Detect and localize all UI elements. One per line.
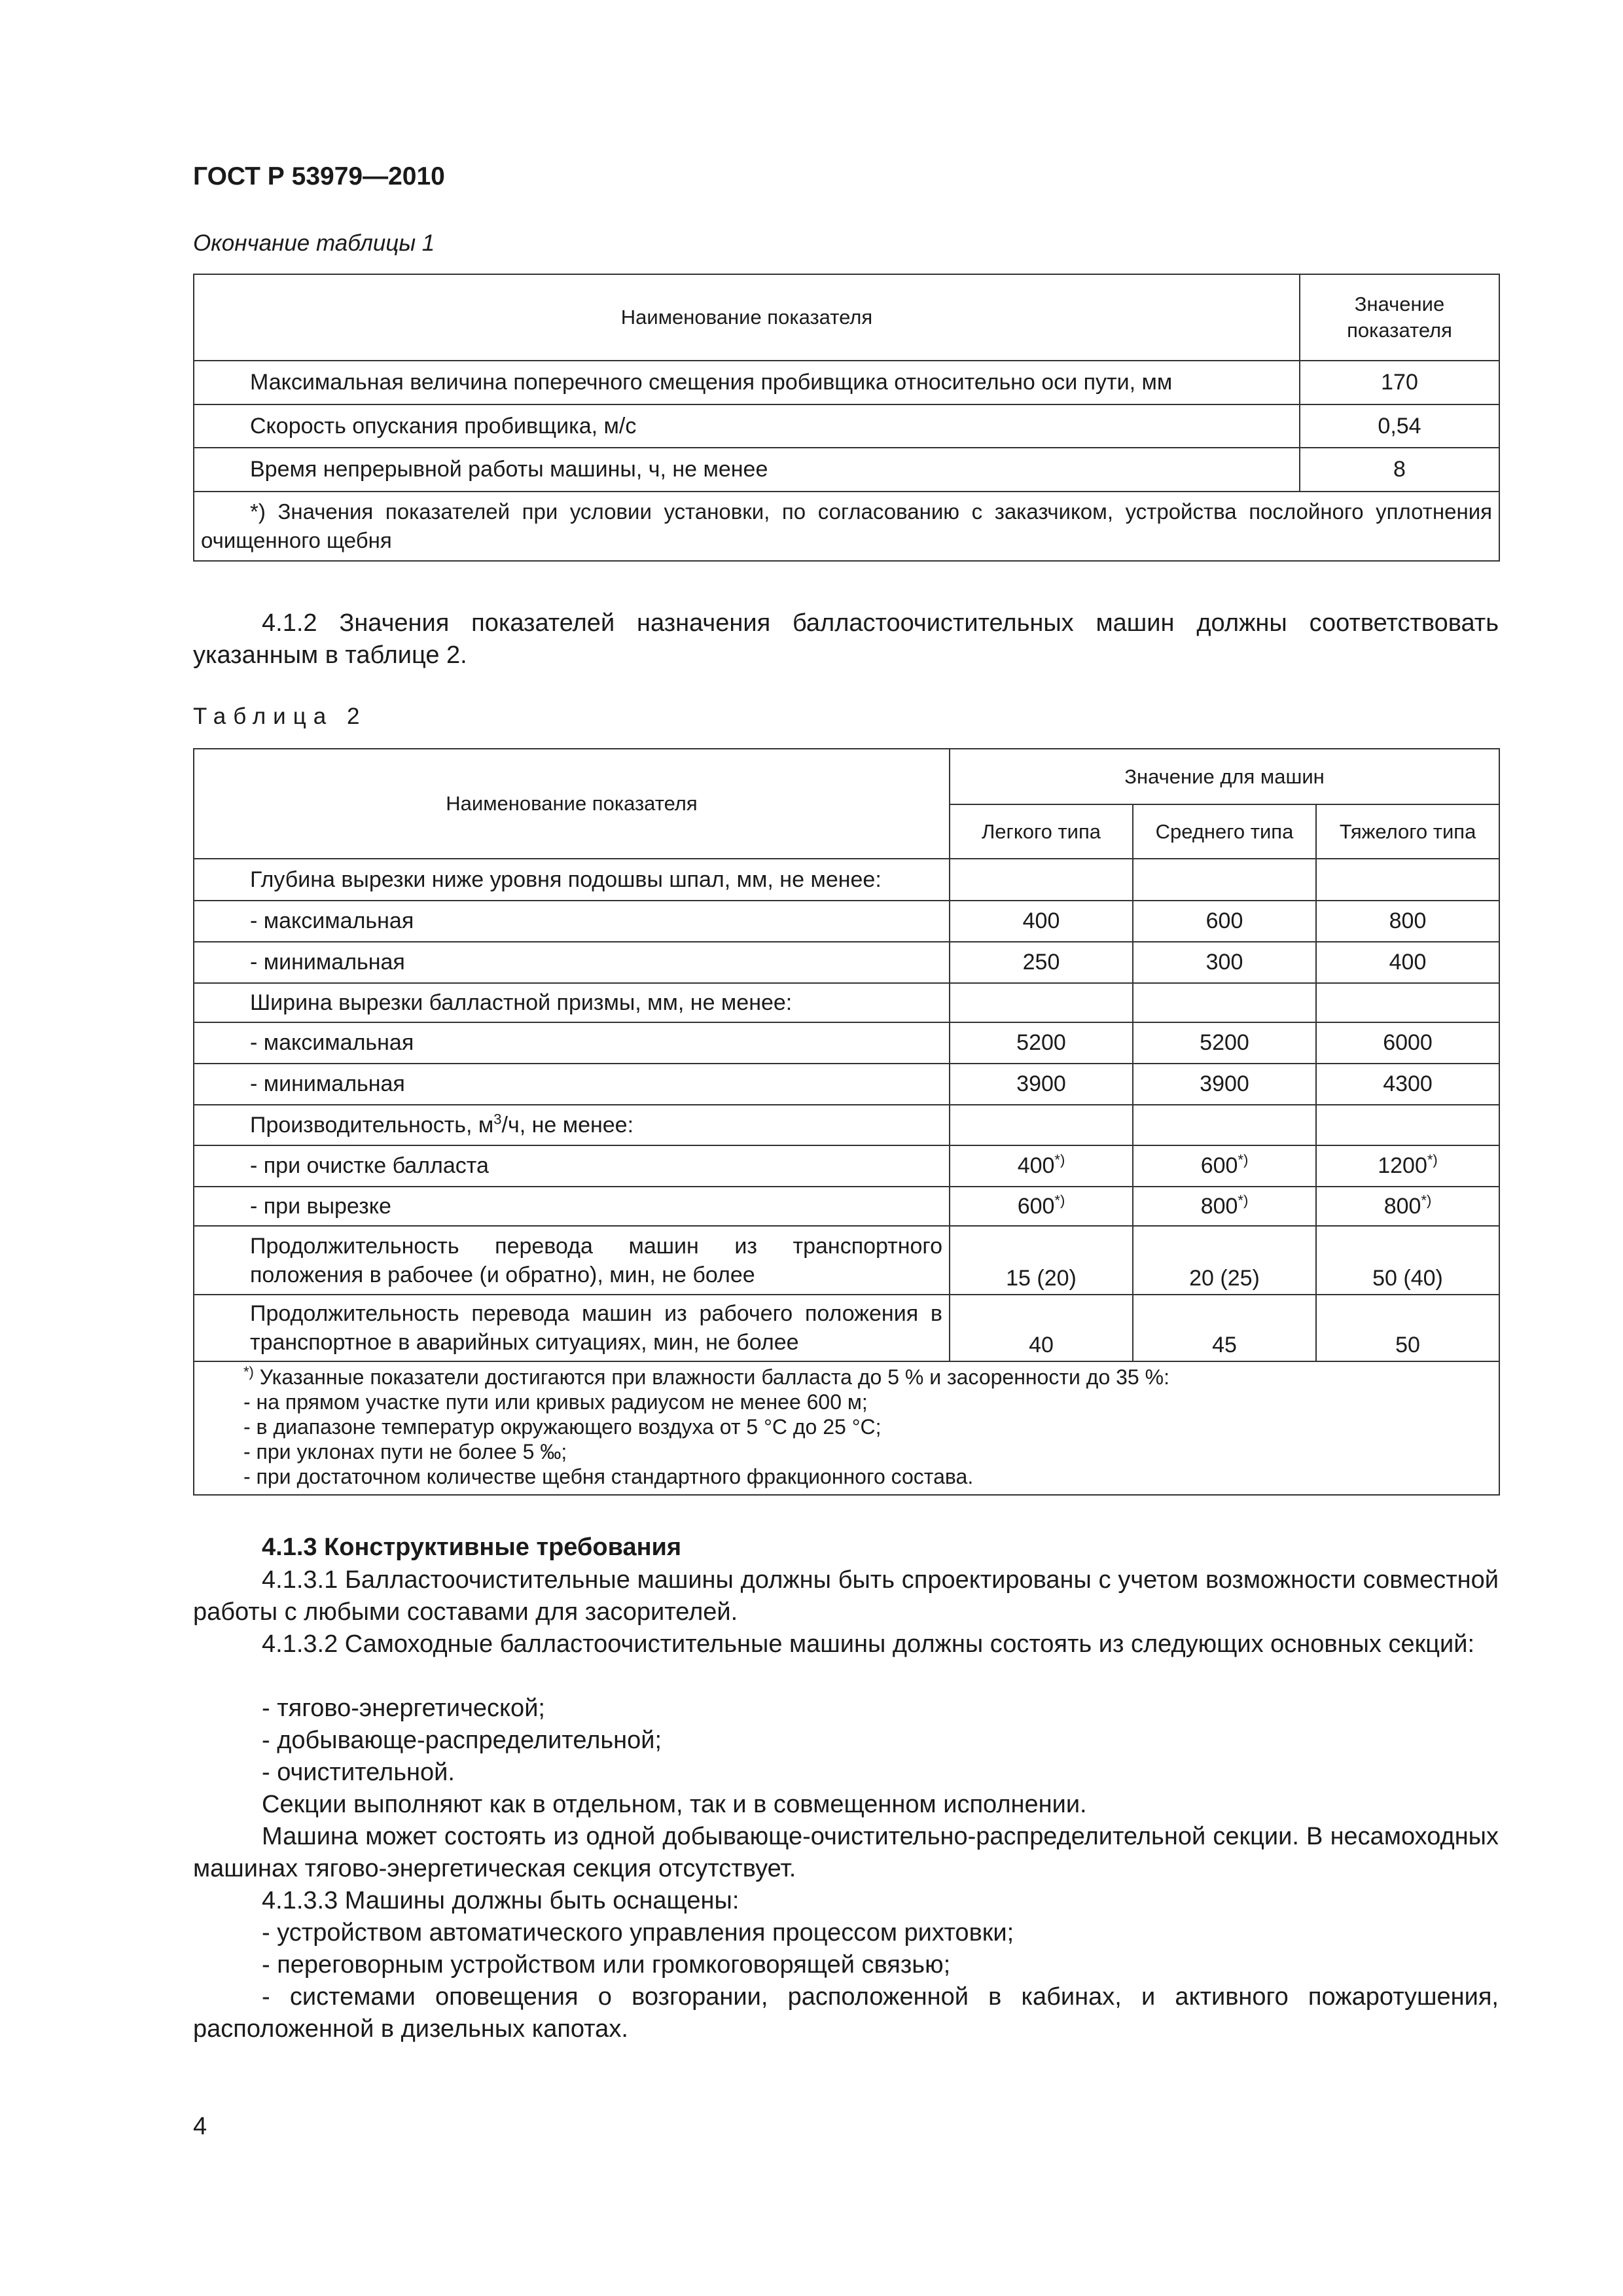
table2-cell-name bbox=[194, 1105, 950, 1145]
table-2 bbox=[193, 748, 1500, 1496]
list-item: - добывающе-распределительной; bbox=[262, 1727, 662, 1754]
table-row bbox=[194, 901, 1499, 942]
table1-header-name: Наименование показателя bbox=[194, 274, 1300, 361]
table2-cell-name: - при очистке балласта bbox=[194, 1145, 950, 1187]
table2-cell-value: 300 bbox=[1133, 942, 1316, 983]
footnote-text: Значения показателей при условии установки, по согласованию с заказчиком, устройства послойного уплотнения очищенного щебня bbox=[201, 499, 1492, 552]
table1-caption: Окончание таблицы 1 bbox=[193, 230, 435, 256]
table-row bbox=[194, 859, 1499, 901]
page-number: 4 bbox=[193, 2113, 207, 2140]
table2-cell-value: 800*) bbox=[1133, 1187, 1316, 1226]
table2-cell-value bbox=[1133, 1105, 1316, 1145]
table2-cell-value bbox=[1133, 983, 1316, 1022]
table2-cell-name: Продолжительность перевода машин из рабочего положения в транспортное в аварийных ситуациях, мин, не более bbox=[194, 1295, 950, 1361]
table2-cell-name: - минимальная bbox=[194, 942, 950, 983]
table1-cell-name: Максимальная величина поперечного смещения пробивщика относительно оси пути, мм bbox=[194, 361, 1300, 404]
table-row bbox=[194, 983, 1499, 1022]
list-item: - очистительной. bbox=[262, 1759, 455, 1786]
paragraph-sections: Секции выполняют как в отдельном, так и в совмещенном исполнении. bbox=[262, 1791, 1087, 1818]
table2-cell-value: 400 bbox=[1316, 942, 1499, 983]
table-1 bbox=[193, 274, 1500, 562]
list-item: - устройством автоматического управления процессом рихтовки; bbox=[262, 1919, 1014, 1946]
footnote-star: *) bbox=[1054, 1192, 1065, 1209]
table2-cell-name: - максимальная bbox=[194, 901, 950, 942]
table2-cell-value: 400*) bbox=[950, 1145, 1133, 1187]
table2-header-light: Легкого типа bbox=[950, 804, 1133, 859]
table2-cell-value bbox=[1316, 983, 1499, 1022]
table2-cell-value: 5200 bbox=[950, 1022, 1133, 1064]
paragraph-4-1-2: 4.1.2 Значения показателей назначения балластоочистительных машин должны соответствовать указанным в таблице 2. bbox=[193, 609, 1499, 669]
table2-cell-value bbox=[1316, 1105, 1499, 1145]
table2-cell-value: 45 bbox=[1133, 1295, 1316, 1361]
list-item: - переговорным устройством или громкоговорящей связью; bbox=[262, 1951, 951, 1979]
table-row bbox=[194, 448, 1499, 492]
list-item: - системами оповещения о возгорании, расположенной в кабинах, и активного пожаротушения, расположенной в дизельных капотах. bbox=[193, 1983, 1499, 2043]
table2-cell-value: 400 bbox=[950, 901, 1133, 942]
productivity-label: Производительность, м bbox=[250, 1112, 494, 1138]
section-heading-4-1-3: 4.1.3 Конструктивные требования bbox=[262, 1534, 682, 1561]
paragraph-machine: Машина может состоять из одной добывающе-очистительно-распределительной секции. В несамоходных машинах тягово-энергетическая секция отсутствует. bbox=[193, 1823, 1499, 1882]
table-row bbox=[194, 1295, 1499, 1361]
table-row bbox=[194, 404, 1499, 448]
table2-header-group: Значение для машин bbox=[950, 749, 1499, 804]
table2-cell-name: - при вырезке bbox=[194, 1187, 950, 1226]
table-row bbox=[194, 1105, 1499, 1145]
table2-cell-value: 50 (40) bbox=[1316, 1226, 1499, 1295]
table2-header-name: Наименование показателя bbox=[194, 749, 950, 859]
footnote-line: - на прямом участке пути или кривых радиусом не менее 600 м; bbox=[243, 1390, 868, 1414]
table-row bbox=[194, 1064, 1499, 1105]
footnote-star: *) bbox=[1238, 1151, 1249, 1168]
table2-cell-name: Продолжительность перевода машин из транспортного положения в рабочее (и обратно), мин, не более bbox=[194, 1226, 950, 1295]
table1-cell-name: Скорость опускания пробивщика, м/с bbox=[194, 404, 1300, 448]
productivity-label-end: /ч, не менее: bbox=[501, 1112, 634, 1138]
table2-cell-value: 15 (20) bbox=[950, 1226, 1133, 1295]
table2-cell-value: 40 bbox=[950, 1295, 1133, 1361]
productivity-sup: 3 bbox=[493, 1111, 502, 1128]
table1-footnote bbox=[194, 492, 1499, 561]
table2-cell-name: - максимальная bbox=[194, 1022, 950, 1064]
table2-header-medium: Среднего типа bbox=[1133, 804, 1316, 859]
table2-cell-value bbox=[950, 1105, 1133, 1145]
footnote-star: *) bbox=[1427, 1151, 1438, 1168]
table2-cell-name: Ширина вырезки балластной призмы, мм, не менее: bbox=[194, 983, 950, 1022]
table2-footnote bbox=[194, 1361, 1499, 1495]
table2-cell-value: 20 (25) bbox=[1133, 1226, 1316, 1295]
table2-cell-name: Глубина вырезки ниже уровня подошвы шпал, мм, не менее: bbox=[194, 859, 950, 901]
table2-header-heavy: Тяжелого типа bbox=[1316, 804, 1499, 859]
table-row bbox=[194, 361, 1499, 404]
table2-caption: Таблица 2 bbox=[193, 704, 367, 729]
table2-cell-value: 3900 bbox=[950, 1064, 1133, 1105]
paragraph-4-1-3-1: 4.1.3.1 Балластоочистительные машины должны быть спроектированы с учетом возможности совместной работы с любыми составами для засорителей. bbox=[193, 1566, 1499, 1626]
footnote-line: - при уклонах пути не более 5 ‰; bbox=[243, 1440, 567, 1463]
paragraph-4-1-3-3: 4.1.3.3 Машины должны быть оснащены: bbox=[262, 1887, 740, 1914]
table2-cell-value: 6000 bbox=[1316, 1022, 1499, 1064]
footnote-mark: *) bbox=[250, 499, 266, 524]
table-row bbox=[194, 1145, 1499, 1187]
table2-cell-value: 250 bbox=[950, 942, 1133, 983]
paragraph-4-1-3-2: 4.1.3.2 Самоходные балластоочистительные машины должны состоять из следующих основных секций: bbox=[262, 1630, 1475, 1658]
footnote-star: *) bbox=[1238, 1192, 1249, 1209]
table1-cell-value: 8 bbox=[1300, 448, 1499, 492]
footnote-line: - в диапазоне температур окружающего воздуха от 5 °С до 25 °С; bbox=[243, 1415, 882, 1439]
list-item: - тягово-энергетической; bbox=[262, 1695, 545, 1722]
table2-cell-value: 600*) bbox=[1133, 1145, 1316, 1187]
table1-header-value: Значение показателя bbox=[1300, 274, 1499, 361]
footnote-line: - при достаточном количестве щебня стандартного фракционного состава. bbox=[243, 1465, 974, 1488]
table-row bbox=[194, 1187, 1499, 1226]
table2-cell-value bbox=[1316, 859, 1499, 901]
table-row bbox=[194, 1022, 1499, 1064]
table1-cell-value: 0,54 bbox=[1300, 404, 1499, 448]
table-row bbox=[194, 942, 1499, 983]
table1-cell-name: Время непрерывной работы машины, ч, не менее bbox=[194, 448, 1300, 492]
table2-cell-name: - минимальная bbox=[194, 1064, 950, 1105]
table2-cell-value: 600 bbox=[1133, 901, 1316, 942]
table2-cell-value: 4300 bbox=[1316, 1064, 1499, 1105]
table2-cell-value: 50 bbox=[1316, 1295, 1499, 1361]
table2-cell-value: 800*) bbox=[1316, 1187, 1499, 1226]
table2-cell-value: 5200 bbox=[1133, 1022, 1316, 1064]
footnote-line: Указанные показатели достигаются при влажности балласта до 5 % и засоренности до 35 %: bbox=[259, 1365, 1169, 1389]
footnote-star: *) bbox=[1054, 1151, 1065, 1168]
table2-cell-value: 1200*) bbox=[1316, 1145, 1499, 1187]
table2-cell-value: 3900 bbox=[1133, 1064, 1316, 1105]
table2-cell-value bbox=[1133, 859, 1316, 901]
table2-cell-value bbox=[950, 983, 1133, 1022]
footnote-star: *) bbox=[1421, 1192, 1432, 1209]
table2-cell-value: 800 bbox=[1316, 901, 1499, 942]
table2-cell-value bbox=[950, 859, 1133, 901]
table-row bbox=[194, 1226, 1499, 1295]
document-title: ГОСТ Р 53979—2010 bbox=[193, 162, 445, 190]
table2-cell-value: 600*) bbox=[950, 1187, 1133, 1226]
footnote-mark: *) bbox=[243, 1363, 254, 1380]
table1-cell-value: 170 bbox=[1300, 361, 1499, 404]
